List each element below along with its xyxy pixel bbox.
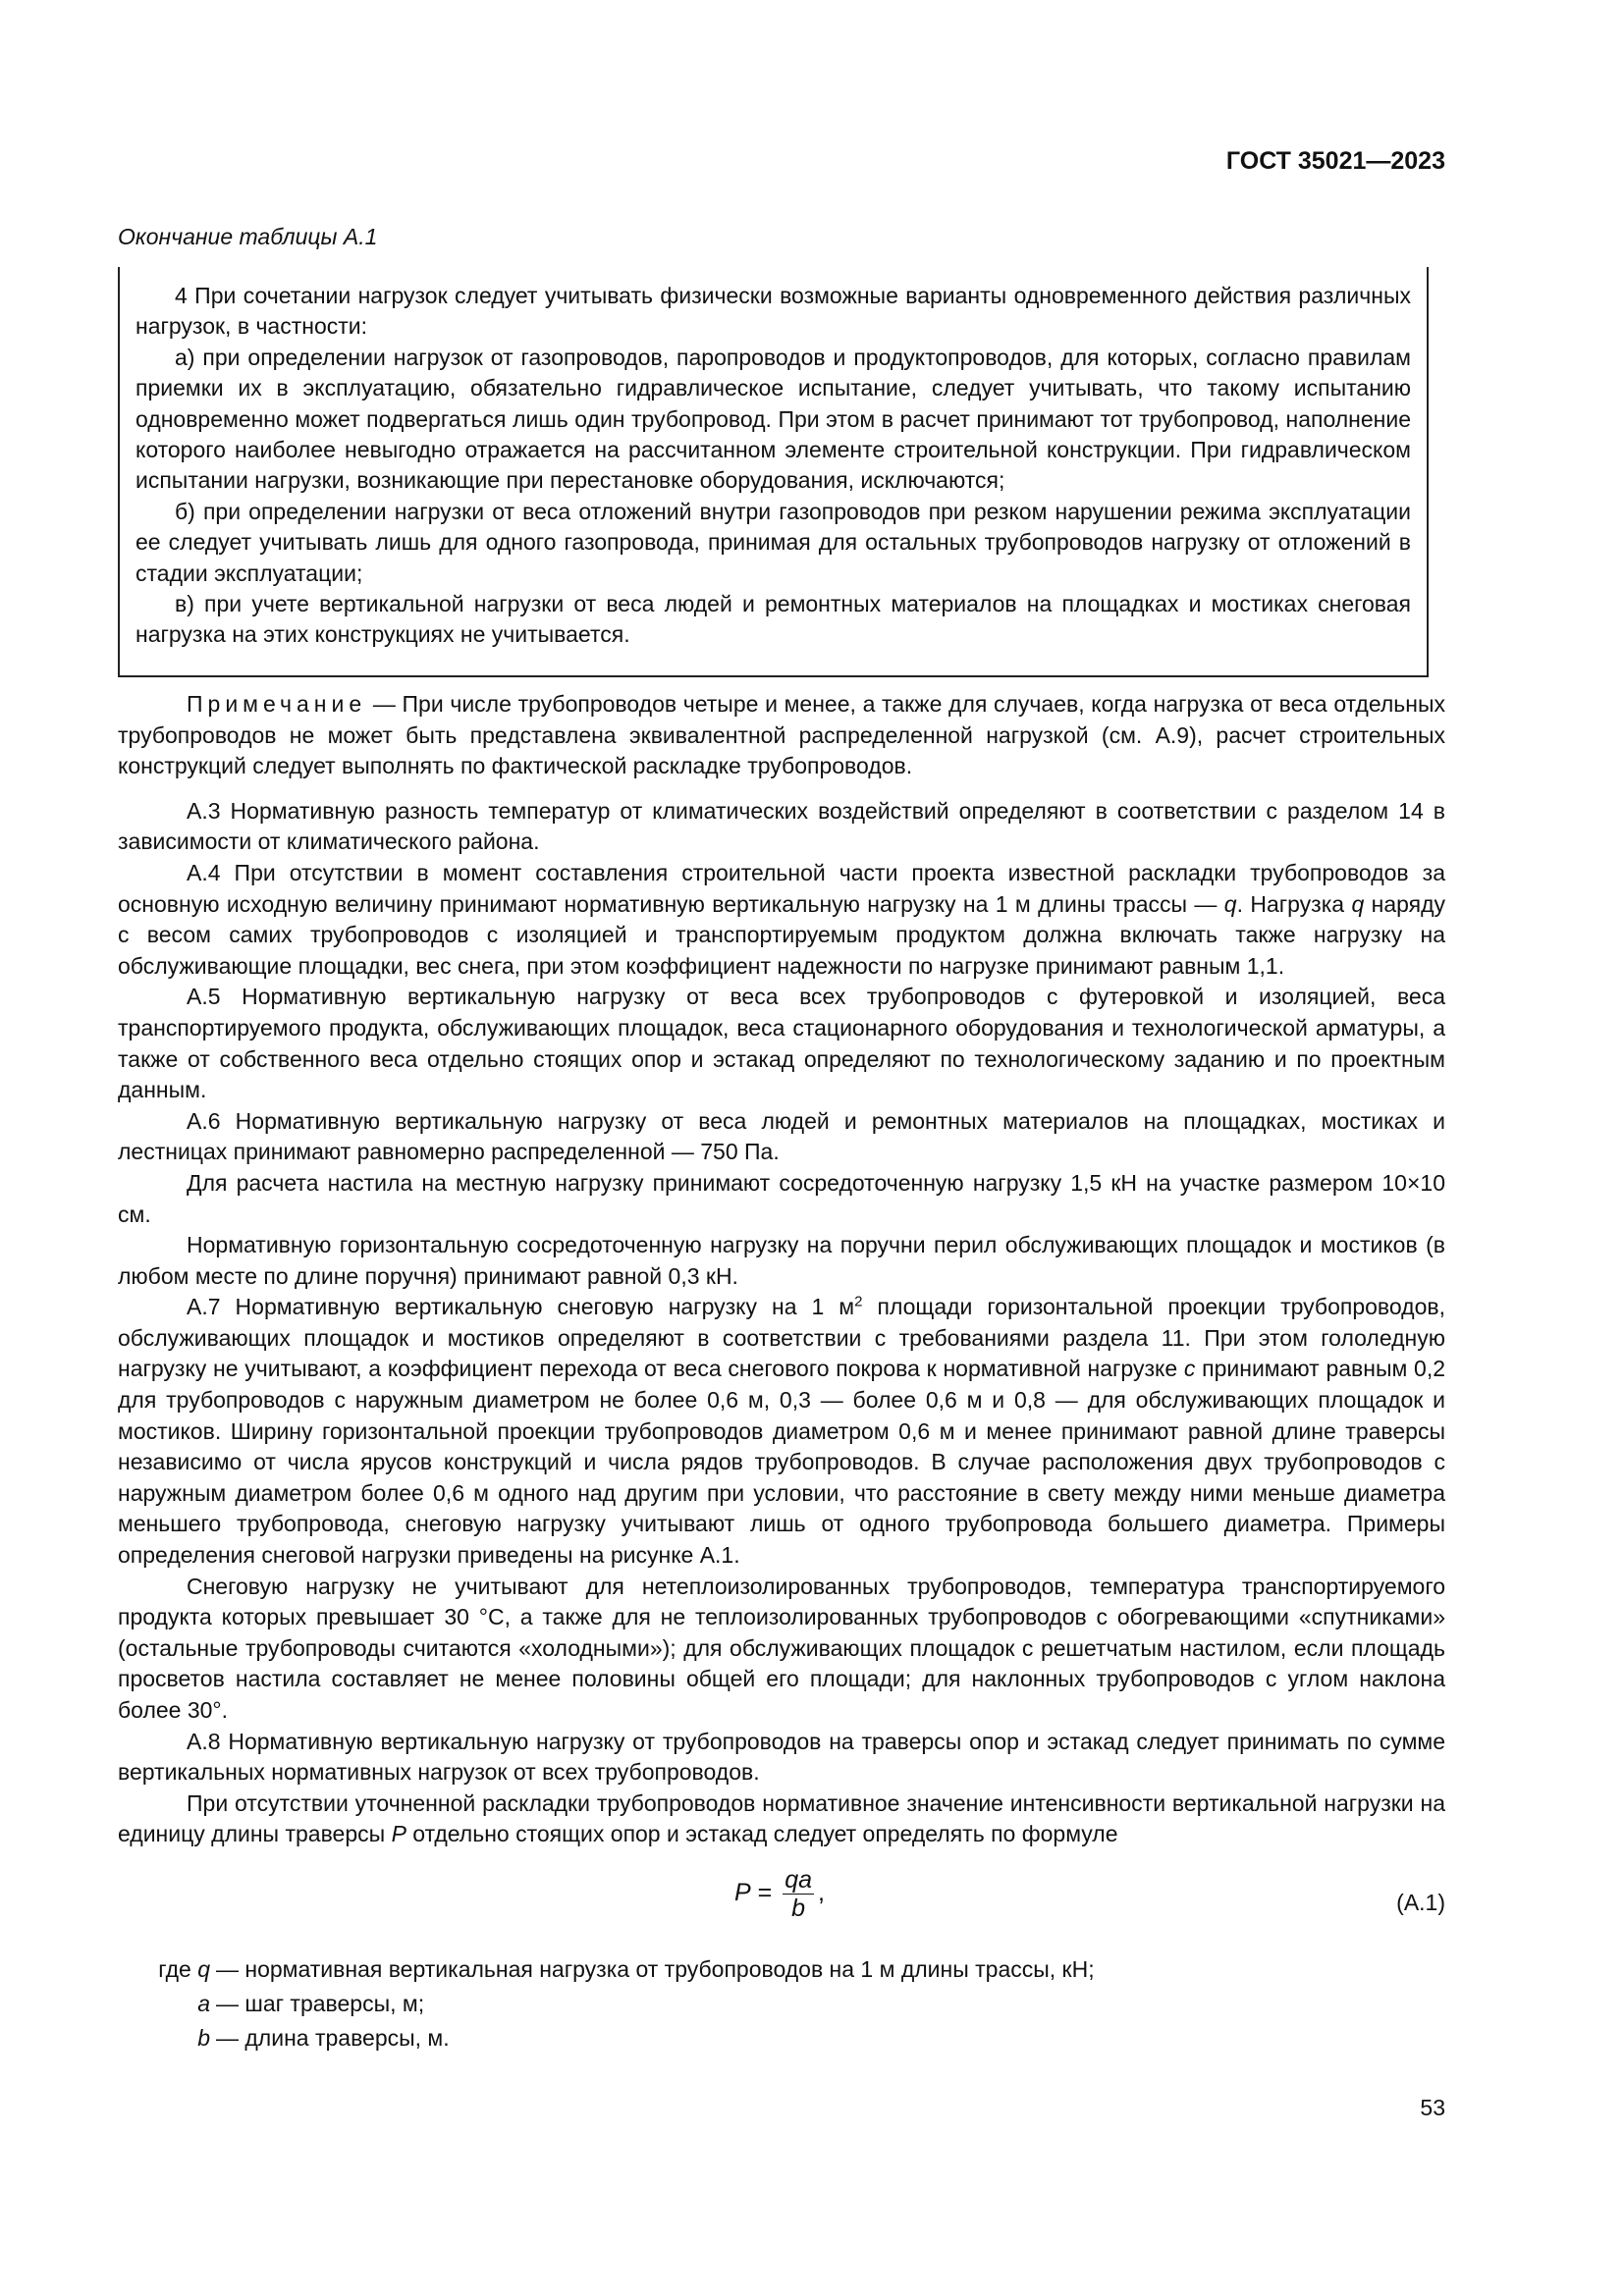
table-continuation-caption: Окончание таблицы А.1 (118, 224, 378, 249)
table-note-item-b: б) при определении нагрузки от веса отложений внутри газопроводов при резком нарушении режима эксплуатации ее следует учитывать лишь для одного газопровода, принимая для остальных трубопроводов нагрузку от отложений в стадии эксплуатации; (135, 498, 1411, 586)
table-note-item-c: в) при учете вертикальной нагрузки от веса людей и ремонтных материалов на площадках и мостиках снеговая нагрузка на этих конструкциях не учитывается. (135, 591, 1411, 648)
paragraph-a6-deck: Для расчета настила на местную нагрузку принимают сосредоточенную нагрузку 1,5 кН на участке размером 10×10 см. (118, 1169, 1445, 1227)
definition-text: — нормативная вертикальная нагрузка от трубопроводов на 1 м длины трассы, кН; (216, 1955, 1095, 1982)
formula-denominator: b (791, 1894, 806, 1922)
note-label: Примечание (187, 691, 367, 717)
definition-text: — шаг траверсы, м; (216, 1990, 425, 2016)
table-a1-footnote-cell (118, 267, 1429, 677)
paragraph-a3: А.3 Нормативную разность температур от климатических воздействий определяют в соответствии с разделом 14 в зависимости от климатического района. (118, 797, 1445, 855)
definition-where: где (158, 1955, 191, 1982)
formula-fraction (783, 1866, 814, 1922)
formula-lhs: P (734, 1879, 751, 1907)
definition-symbol: b (197, 2024, 210, 2051)
formula-equals: = (757, 1879, 773, 1907)
formula-expression (734, 1866, 825, 1922)
document-code-header: ГОСТ 35021—2023 (1225, 147, 1445, 175)
paragraph-a8: А.8 Нормативную вертикальную нагрузку от трубопроводов на траверсы опор и эстакад следует принимать по сумме вертикальных нормативных нагрузок от всех трубопроводов. (118, 1728, 1445, 1786)
paragraph-a7-snow: Снеговую нагрузку не учитывают для нетеплоизолированных трубопроводов, температура транспортируемого продукта которых превышает 30 °С, а также для не теплоизолированных трубопроводов с обогревающими «спутниками» (остальные трубопроводы считаются «холодными»); для обслуживающих площадок с решетчатым настилом, если площадь просветов настила составляет не менее половины общей его площади; для наклонных трубопроводов с углом наклона более 30°. (118, 1573, 1445, 1723)
formula-trailing-comma: , (818, 1879, 825, 1907)
paragraph-a7: А.7 Нормативную вертикальную снеговую нагрузку на 1 $м^2$ площади горизонтальной проекции трубопроводов, обслуживающих площадок и мостиков определяют в соответствии с требованиями раздела 11. При этом гололедную нагрузку не учитывают, а коэффициент перехода от веса снегового покрова к нормативной нагрузке c принимают равным 0,2 для трубопроводов с наружным диаметром не более 0,6 м, 0,3 — более 0,6 м и 0,8 — для обслуживающих площадок и мостиков. Ширину горизонтальной проекции трубопроводов диаметром 0,6 м и менее принимают равной длине траверсы независимо от числа ярусов конструкций и числа рядов трубопроводов. В случае расположения двух трубопроводов с наружным диаметром более 0,6 м одного над другим при условии, что расстояние в свету между ними меньше диаметра меньшего трубопровода, снеговую нагрузку учитывают лишь от одного трубопровода большего диаметра. Примеры определения снеговой нагрузки приведены на рисунке А.1. (118, 1293, 1446, 1569)
formula-definitions (118, 1952, 1445, 2056)
formula-numerator: qa (785, 1865, 813, 1894)
body-text (118, 689, 1445, 2056)
note-paragraph (118, 689, 1445, 782)
formula-number: (А.1) (1396, 1889, 1445, 1915)
paragraph-a4: А.4 При отсутствии в момент составления строительной части проекта известной раскладки трубопроводов за основную исходную величину принимают нормативную вертикальную нагрузку на 1 м длины трассы — q. Нагрузка q наряду с весом самих трубопроводов с изоляцией и транспортируемым продуктом должна включать также нагрузку на обслуживающие площадки, вес снега, при этом коэффициент надежности по нагрузке принимают равным 1,1. (118, 859, 1446, 979)
definition-symbol: q (197, 1955, 210, 1982)
definition-item (118, 2021, 1445, 2056)
formula-a1 (118, 1852, 1445, 1947)
paragraph-a8-formula-intro: При отсутствии уточненной раскладки трубопроводов нормативное значение интенсивности вертикальной нагрузки на единицу длины траверсы P отдельно стоящих опор и эстакад следует определять по формуле (118, 1789, 1445, 1847)
definition-item (118, 1987, 1445, 2021)
page-number: 53 (1420, 2095, 1445, 2120)
note-text: — При числе трубопроводов четыре и менее, а также для случаев, когда нагрузка от веса отдельных трубопроводов не может быть представлена эквивалентной распределенной нагрузкой (см. А.9), расчет строительных конструкций следует выполнять по фактической раскладке трубопроводов. (118, 691, 1445, 779)
table-note-item-a: а) при определении нагрузок от газопроводов, паропроводов и продуктопроводов, для которых, согласно правилам приемки их в эксплуатацию, обязательно гидравлическое испытание, следует учитывать, что такому испытанию одновременно может подвергаться лишь один трубопровод. При этом в расчет принимают тот трубопровод, наполнение которого наиболее невыгодно отражается на рассчитанном элементе строительной конструкции. При гидравлическом испытании нагрузки, возникающие при перестановке оборудования, исключаются; (135, 344, 1411, 494)
definition-item (118, 1952, 1445, 1987)
definition-text: — длина траверсы, м. (216, 2024, 450, 2051)
definition-symbol: a (197, 1990, 210, 2016)
paragraph-a6-rail: Нормативную горизонтальную сосредоточенную нагрузку на поручни перил обслуживающих площадок и мостиков (в любом месте по длине поручня) принимают равной 0,3 кН. (118, 1232, 1445, 1289)
table-note-intro: 4 При сочетании нагрузок следует учитывать физически возможные варианты одновременного действия различных нагрузок, в частности: (135, 283, 1411, 340)
paragraph-a6: А.6 Нормативную вертикальную нагрузку от веса людей и ремонтных материалов на площадках, мостиках и лестницах принимают равномерно распределенной — 750 Па. (118, 1107, 1445, 1165)
paragraph-a5: А.5 Нормативную вертикальную нагрузку от веса всех трубопроводов с футеровкой и изоляцией, веса транспортируемого продукта, обслуживающих площадок, веса стационарного оборудования и технологической арматуры, а также от собственного веса отдельно стоящих опор и эстакад определяют по технологическому заданию и по проектным данным. (118, 984, 1445, 1103)
